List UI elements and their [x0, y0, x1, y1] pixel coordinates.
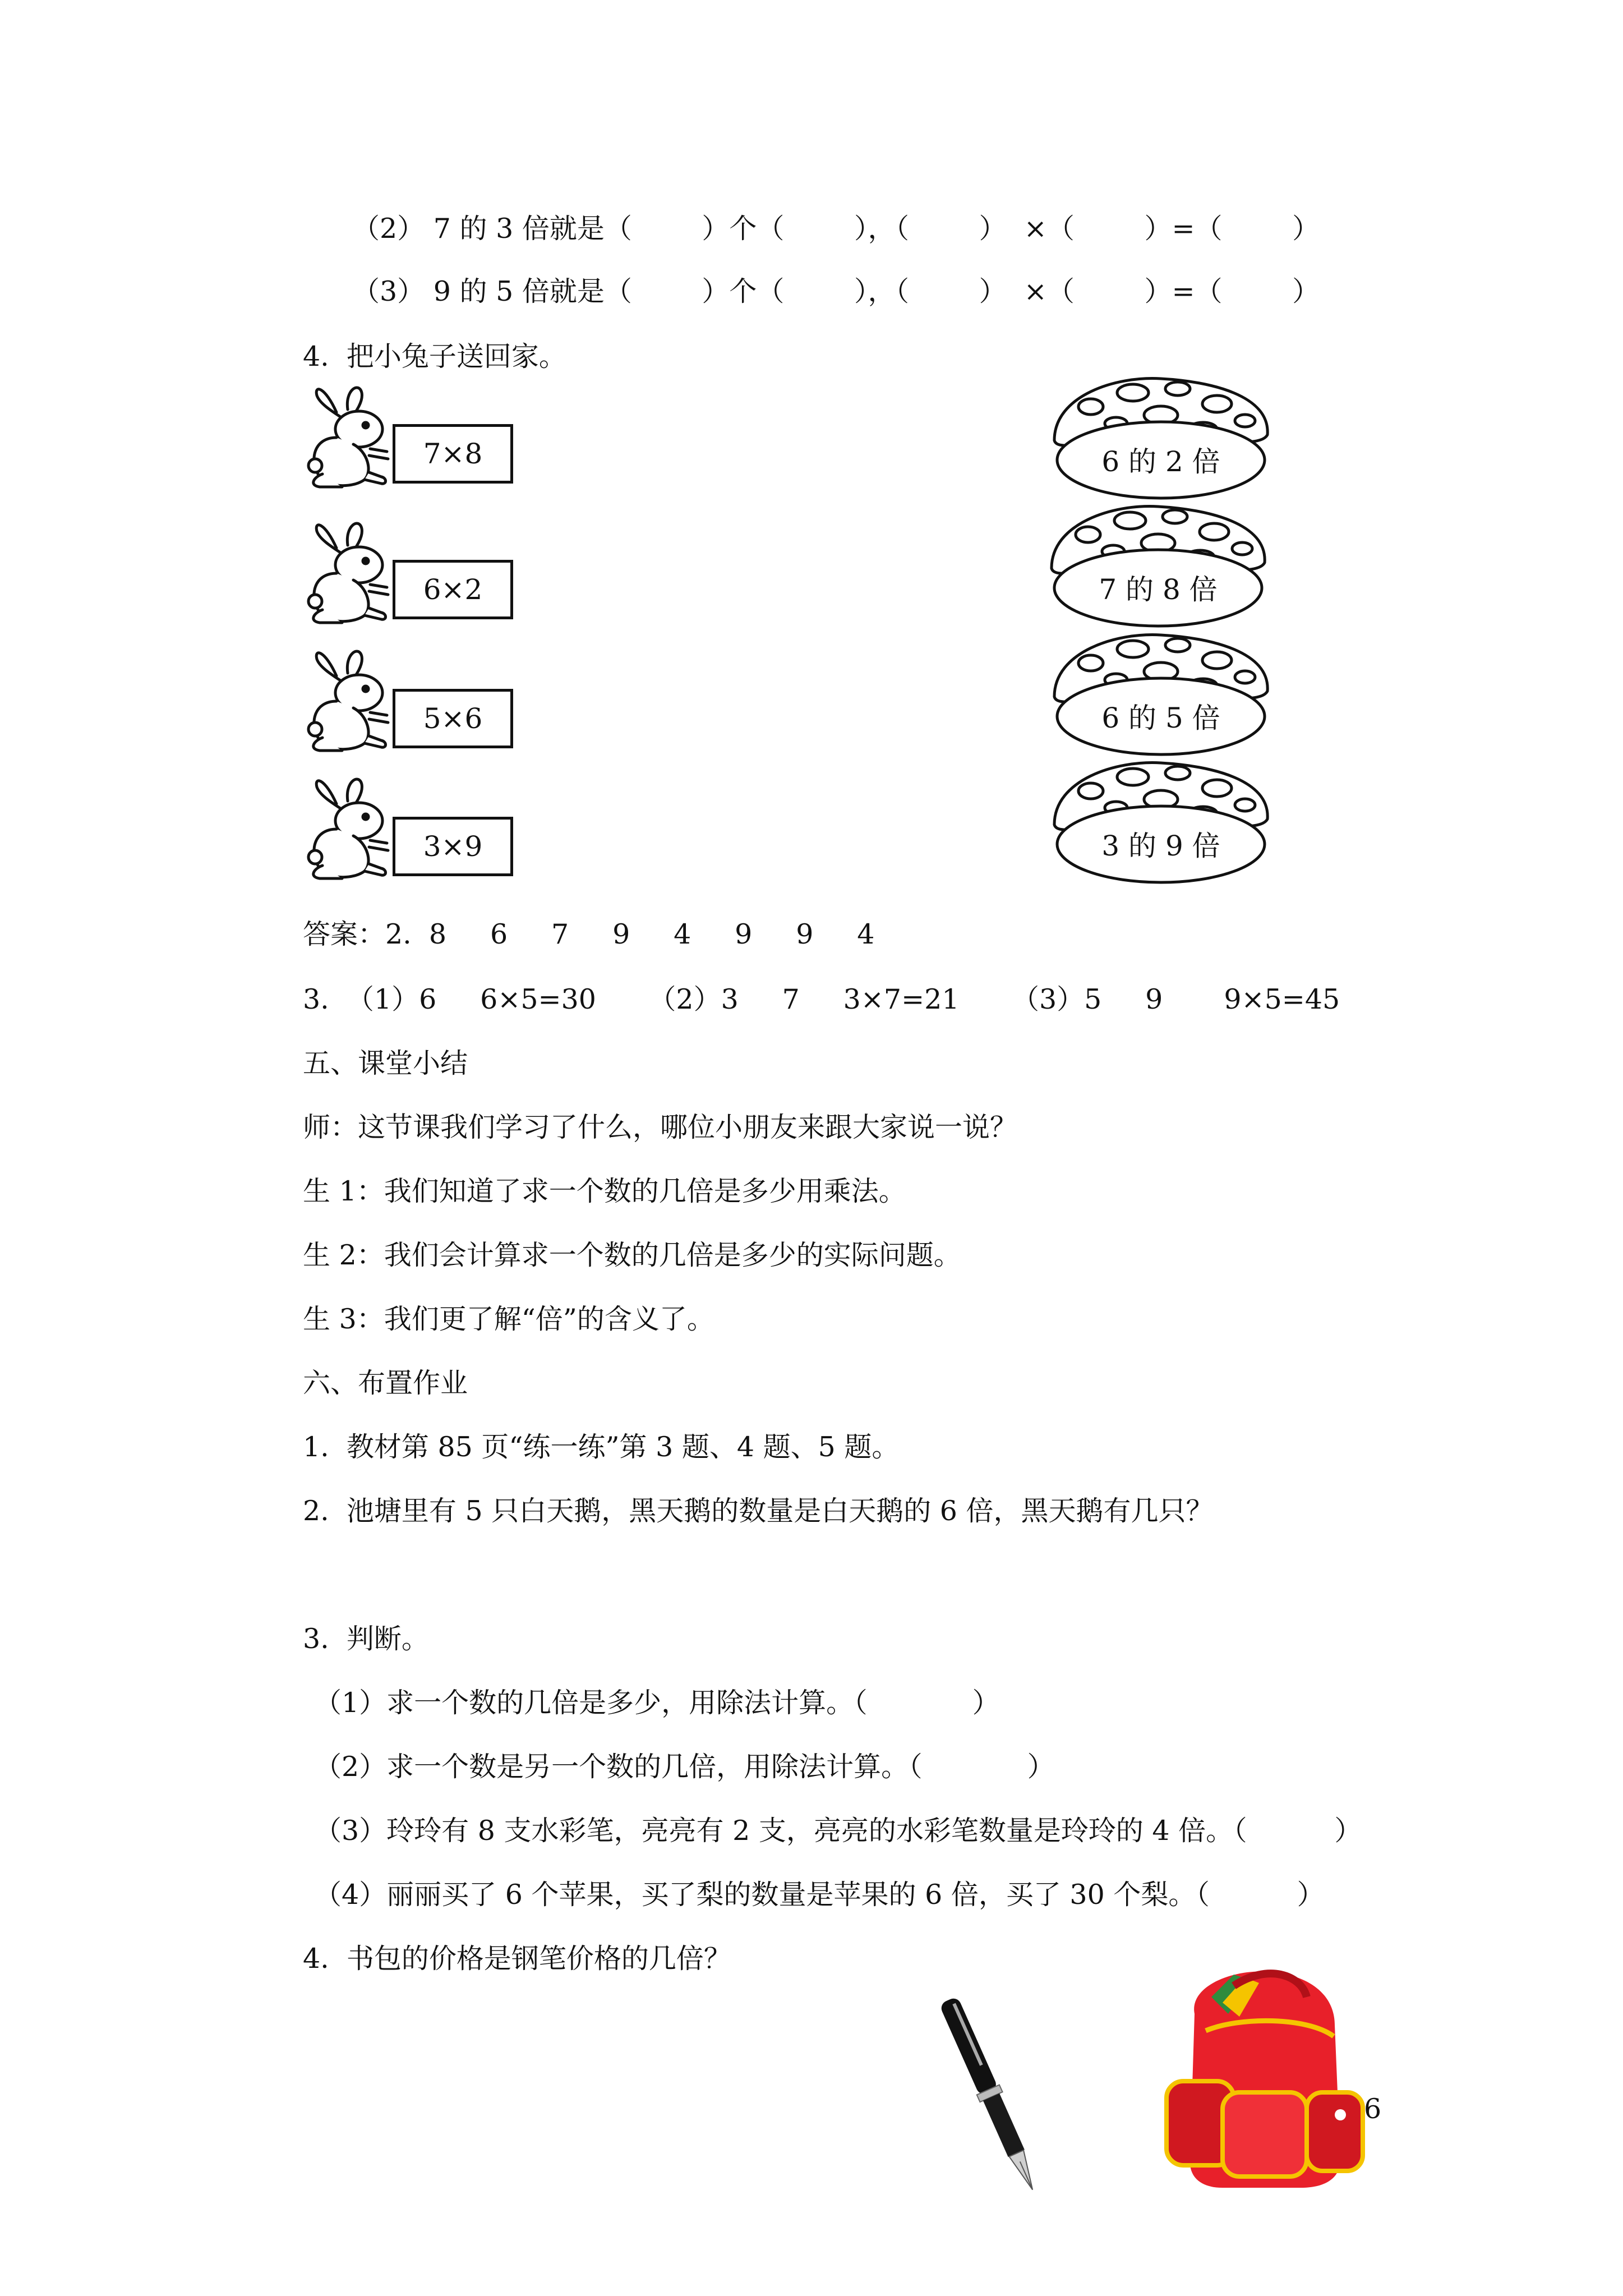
mushroom-label: 7 的 8 倍 — [1099, 573, 1218, 606]
q3-line-3: （3） 9 的 5 倍就是（ ）个（ ），（ ） ×（ ）=（ ） — [352, 275, 1320, 307]
homework-3-title: 3. 判断。 — [303, 1623, 429, 1655]
rabbit-icon — [294, 517, 401, 629]
answers-line-2: 3. （1）6 6×5=30 （2）3 7 3×7=21 （3）5 9 9×5=45 — [303, 983, 1340, 1015]
mushroom-icon — [1049, 629, 1273, 758]
rabbit-expression-box: 3×9 — [393, 817, 513, 876]
judge-item-1: （1）求一个数的几倍是多少，用除法计算。（ ） — [314, 1687, 1000, 1719]
homework-4: 4. 书包的价格是钢笔价格的几倍？ — [303, 1943, 731, 1975]
backpack-icon — [1155, 1963, 1368, 2199]
student-line-1: 生 1：我们知道了求一个数的几倍是多少用乘法。 — [303, 1175, 906, 1207]
fountain-pen-icon — [920, 1986, 1060, 2205]
rabbit-expression-box: 7×8 — [393, 424, 513, 484]
mushroom-icon — [1049, 373, 1273, 502]
rabbit-icon — [294, 645, 401, 757]
mushroom-label: 6 的 2 倍 — [1101, 445, 1220, 478]
q4-title: 4. 把小兔子送回家。 — [303, 341, 566, 372]
rabbit-icon — [294, 381, 401, 494]
q3-line-2: （2） 7 的 3 倍就是（ ）个（ ），（ ） ×（ ）=（ ） — [352, 213, 1320, 245]
page-number: 6 — [1364, 2093, 1382, 2125]
mushroom-icon — [1049, 757, 1273, 886]
section-6-title: 六、布置作业 — [303, 1367, 468, 1399]
answers-line-1: 答案：2. 8 6 7 9 4 9 9 4 — [303, 918, 875, 950]
judge-item-3: （3）玲玲有 8 支水彩笔，亮亮有 2 支，亮亮的水彩笔数量是玲玲的 4 倍。（ ） — [314, 1815, 1362, 1847]
judge-item-2: （2）求一个数是另一个数的几倍，用除法计算。（ ） — [314, 1751, 1055, 1783]
student-line-3: 生 3：我们更了解“倍”的含义了。 — [303, 1303, 714, 1335]
judge-item-4: （4）丽丽买了 6 个苹果，买了梨的数量是苹果的 6 倍，买了 30 个梨。（ ） — [314, 1879, 1325, 1911]
mushroom-label: 3 的 9 倍 — [1101, 830, 1220, 862]
section-5-title: 五、课堂小结 — [303, 1047, 468, 1079]
homework-2: 2. 池塘里有 5 只白天鹅，黑天鹅的数量是白天鹅的 6 倍，黑天鹅有几只？ — [303, 1495, 1214, 1527]
teacher-line: 师：这节课我们学习了什么，哪位小朋友来跟大家说一说？ — [303, 1111, 1018, 1143]
student-line-2: 生 2：我们会计算求一个数的几倍是多少的实际问题。 — [303, 1239, 961, 1271]
rabbit-expression-box: 6×2 — [393, 560, 513, 619]
mushroom-label: 6 的 5 倍 — [1101, 702, 1220, 734]
rabbit-icon — [294, 773, 401, 885]
rabbit-expression-box: 5×6 — [393, 689, 513, 748]
mushroom-icon — [1046, 501, 1270, 630]
homework-1: 1. 教材第 85 页“练一练”第 3 题、4 题、5 题。 — [303, 1431, 900, 1463]
